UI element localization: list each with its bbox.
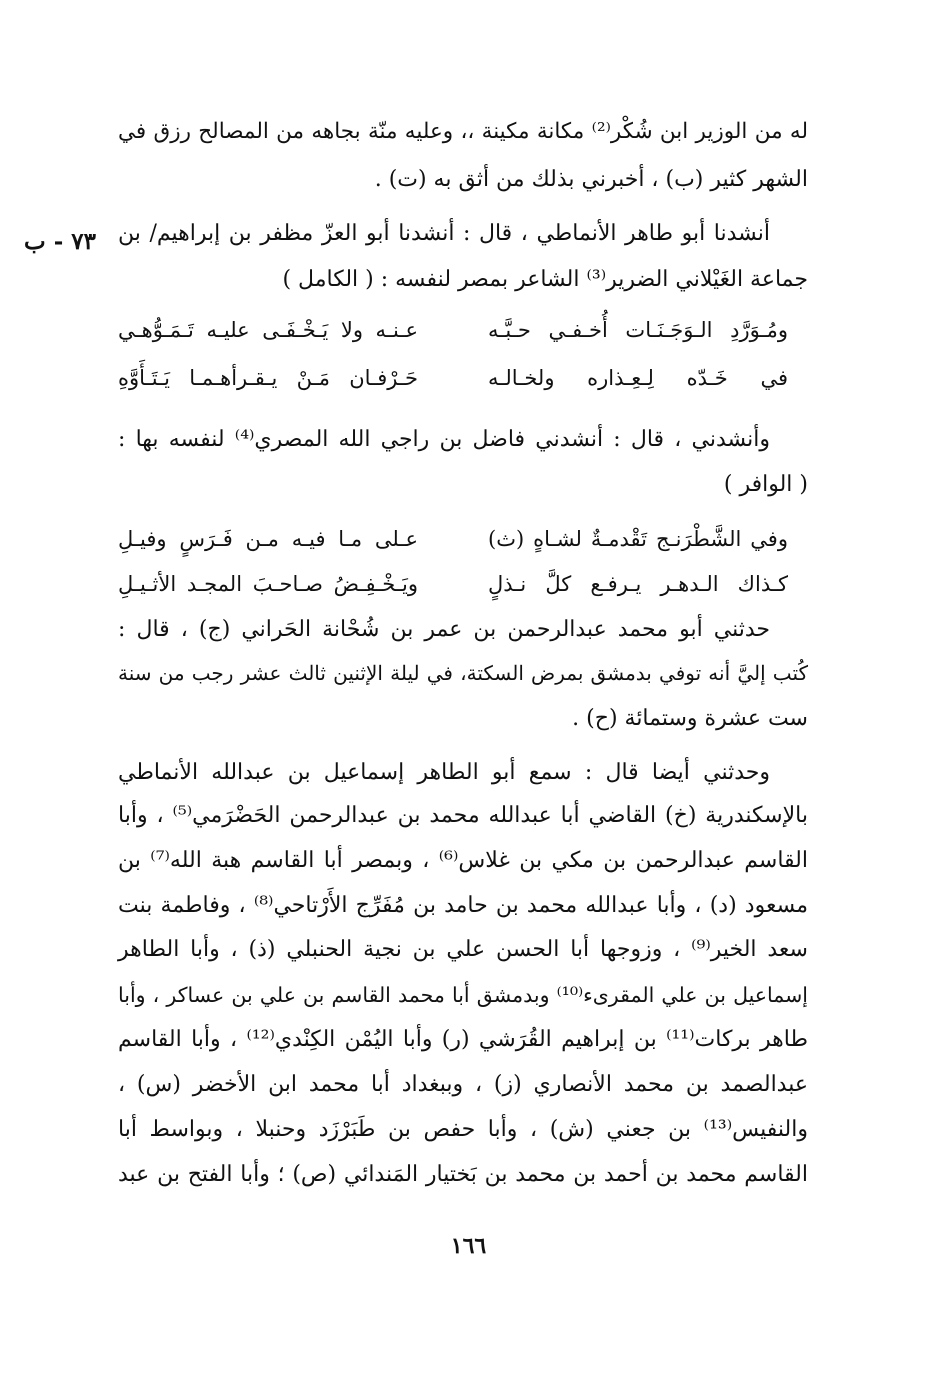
prose-line: مسعود (د) ، وأبا عبدالله محمد بن حامد بن مُفَرِّج الأَرْتاحي⁽⁸⁾ ، وفاطمة بنت bbox=[118, 893, 808, 918]
prose-line: حدثني أبو محمد عبدالرحمن بن عمر بن شُحْانة الحَراني (ج) ، قال : bbox=[118, 617, 770, 642]
prose-line: بالإسكندرية (خ) القاضي أبا عبدالله محمد بن عبدالرحمن الحَضْرَمي⁽⁵⁾ ، وأبا bbox=[118, 803, 808, 828]
prose-line: له من الوزير ابن شُكْر⁽²⁾ مكانة مكينة ،، وعليه منّة بجاهه من المصالح رزق في bbox=[118, 119, 809, 144]
prose-line: وحدثني أيضا قال : سمع أبو الطاهر إسماعيل بن عبدالله الأنماطي bbox=[118, 760, 770, 785]
prose-line: ( الوافر ) bbox=[723, 472, 808, 497]
verse-hemistich-second: عـنـه ولا يَـخْـفَـى عليـه تَـمَـوُّهـي bbox=[118, 318, 418, 342]
prose-line: كُتب إليَّ أنه توفي بدمشق بمرض السكتة، في ليلة الإثنين ثالث عشر رجب من سنة bbox=[118, 661, 808, 685]
prose-line: الشهر كثير (ب) ، أخبرني بذلك من أثق به (ت) . bbox=[374, 167, 808, 192]
verse-line bbox=[118, 567, 788, 603]
page-number: ١٦٦ bbox=[450, 1233, 487, 1259]
prose-line: طاهر بركات⁽¹¹⁾ بن إبراهيم القُرَشي (ر) وأبا اليُمْن الكِنْدي⁽¹²⁾ ، وأبا القاسم bbox=[118, 1027, 808, 1052]
prose-line: سعد الخير⁽⁹⁾ ، وزوجها أبا الحسن علي بن نجية الحنبلي (ذ) ، وأبا الطاهر bbox=[118, 937, 808, 962]
prose-line: والنفيس⁽¹³⁾ بن جعني (ش) ، وأبا حفص بن طَبَرْزَد وحنبلا ، وبواسط أبا bbox=[118, 1117, 808, 1142]
prose-line: وأنشدني ، قال : أنشدني فاضل بن راجي الله المصري⁽⁴⁾ لنفسه بها : bbox=[118, 427, 770, 452]
verse-hemistich-first: ومُـوَرَّدِ الـوَجَـنَـات أُخـفـي حـبَّـه bbox=[488, 318, 788, 342]
verse-hemistich-second: ويَـخْـفِـضُ صـاحـبَ المجـد الأثـيـلِ bbox=[118, 572, 418, 596]
verse-hemistich-first: وفي الشَّطْرَنـج تَقْدمـةٌ لشـاهٍ (ث) bbox=[488, 527, 788, 551]
verse-hemistich-first: كـذاك الـدهـر يـرفـع كلَّ نـذلٍ bbox=[488, 572, 788, 596]
prose-line: جماعة الغَيْلاني الضرير⁽³⁾ الشاعر بمصر لنفسه : ( الكامل ) bbox=[282, 267, 808, 292]
prose-line: عبدالصمد بن محمد الأنصاري (ز) ، وببغداد أبا محمد ابن الأخضر (س) ، bbox=[118, 1072, 808, 1097]
margin-folio-note: ٧٣ - ب bbox=[24, 228, 96, 255]
verse-line bbox=[118, 522, 788, 558]
prose-line: إسماعيل بن علي المقرىء⁽¹⁰⁾ وبدمشق أبا محمد القاسم بن علي بن عساكر ، وأبا bbox=[118, 983, 808, 1007]
prose-line: أنشدنا أبو طاهر الأنماطي ، قال : أنشدنا أبو العزّ مظفر بن إبراهيم/ بن bbox=[118, 221, 770, 246]
prose-line: القاسم عبدالرحمن بن مكي بن غلاس⁽⁶⁾ ، وبمصر أبا القاسم هبة الله⁽⁷⁾ بن bbox=[118, 848, 808, 873]
verse-hemistich-second: عـلى مـا فيـه مـن فَـرَسٍ وفيـلِ bbox=[118, 527, 418, 551]
prose-line: القاسم محمد بن أحمد بن محمد بن بَختيار المَندائي (ص) ؛ وأبا الفتح بن عبد bbox=[118, 1162, 808, 1187]
verse-hemistich-second: حَـرْفـان مَـنْ يـقـرأهـمـا يَـتَـأَوَّهِ bbox=[118, 366, 418, 390]
verse-hemistich-first: في خَـدّه لِـعِـذاره ولخـالـه bbox=[488, 366, 788, 390]
verse-line bbox=[118, 361, 788, 397]
verse-line bbox=[118, 313, 788, 349]
prose-line: ست عشرة وستمائة (ح) . bbox=[572, 706, 808, 731]
